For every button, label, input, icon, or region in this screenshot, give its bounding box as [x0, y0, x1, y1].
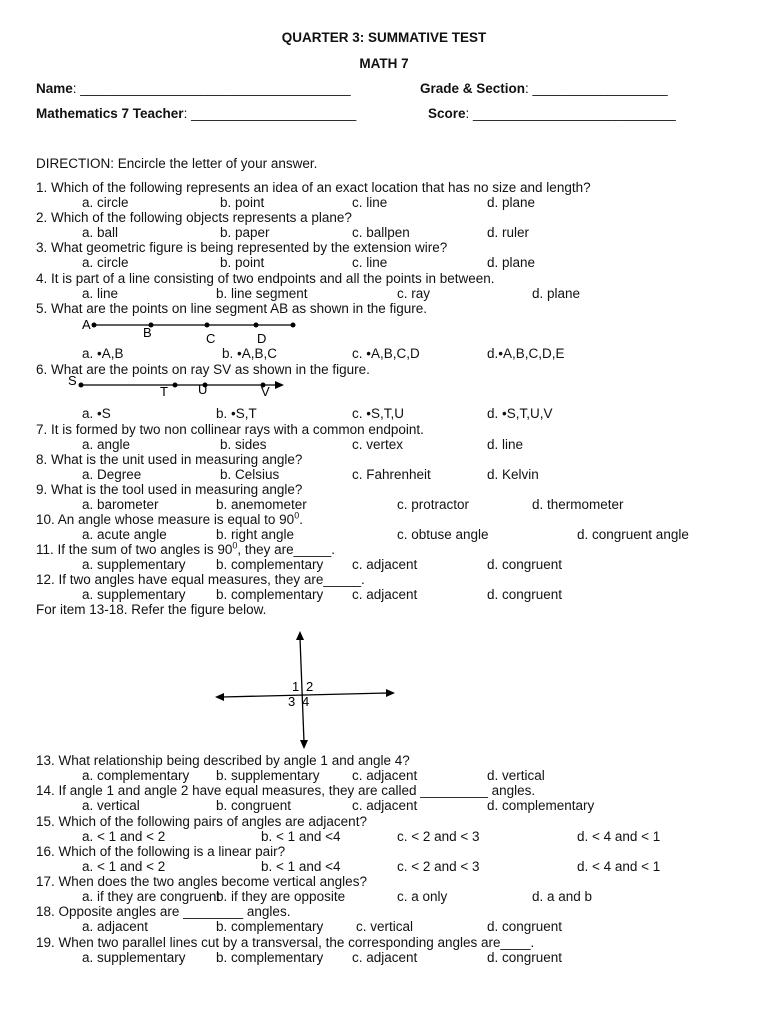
question-3-text: 3. What geometric figure is being represented by the extension wire?: [36, 240, 448, 255]
question-12-option-d[interactable]: d. congruent: [487, 587, 563, 602]
question-10-option-b[interactable]: b. right angle: [216, 527, 295, 542]
direction-text: DIRECTION: Encircle the letter of your answer.: [36, 156, 318, 171]
question-2-option-a[interactable]: a. ball: [82, 225, 119, 240]
question-2-option-b[interactable]: b. paper: [220, 225, 270, 240]
question-14-option-b[interactable]: b. congruent: [216, 798, 292, 813]
question-12-option-a[interactable]: a. supplementary: [82, 587, 186, 602]
question-14-text: 14. If angle 1 and angle 2 have equal measures, they are called _________ angles.: [36, 783, 536, 798]
teacher-label: Mathematics 7 Teacher: [36, 106, 184, 121]
point-e: [291, 323, 296, 328]
question-11-option-b[interactable]: b. complementary: [216, 557, 324, 572]
question-8-text: 8. What is the unit used in measuring angle?: [36, 452, 303, 467]
question-5-option-c[interactable]: c. •A,B,C,D: [352, 346, 420, 361]
score-field[interactable]: : ___________________________: [465, 106, 676, 121]
question-17-option-b[interactable]: b. if they are opposite: [216, 889, 346, 904]
question-2-option-c[interactable]: c. ballpen: [352, 225, 410, 240]
question-15-option-b[interactable]: b. < 1 and <4: [261, 829, 341, 844]
question-8-option-c[interactable]: c. Fahrenheit: [352, 467, 431, 482]
question-6-option-d[interactable]: d. •S,T,U,V: [487, 406, 553, 421]
teacher-row: [36, 106, 356, 122]
question-17-text: 17. When does the two angles become vertical angles?: [36, 874, 367, 889]
question-16-option-a[interactable]: a. < 1 and < 2: [82, 859, 166, 874]
question-2-text: 2. Which of the following objects represents a plane?: [36, 210, 352, 225]
question-14-option-c[interactable]: c. adjacent: [352, 798, 418, 813]
question-19-option-b[interactable]: b. complementary: [216, 950, 324, 965]
score-row: [428, 106, 676, 122]
vertical-line: [300, 638, 304, 742]
question-4-option-b[interactable]: b. line segment: [216, 286, 308, 301]
angle-label-4: 4: [302, 694, 310, 709]
question-9-option-b[interactable]: b. anemometer: [216, 497, 307, 512]
test-title: QUARTER 3: SUMMATIVE TEST: [281, 30, 487, 45]
question-14-option-a[interactable]: a. vertical: [82, 798, 140, 813]
question-3-option-b[interactable]: b. point: [220, 255, 265, 270]
question-1-option-b[interactable]: b. point: [220, 195, 265, 210]
teacher-field[interactable]: : ______________________: [183, 106, 357, 121]
question-6-option-b[interactable]: b. •S,T: [216, 406, 257, 421]
question-12-option-b[interactable]: b. complementary: [216, 587, 324, 602]
name-label: Name: [36, 81, 73, 96]
question-16-option-c[interactable]: c. < 2 and < 3: [397, 859, 480, 874]
question-15-option-c[interactable]: c. < 2 and < 3: [397, 829, 480, 844]
grade-label: Grade & Section: [420, 81, 526, 96]
question-11-option-a[interactable]: a. supplementary: [82, 557, 186, 572]
score-label: Score: [428, 106, 466, 121]
question-12-option-c[interactable]: c. adjacent: [352, 587, 418, 602]
question-16-option-d[interactable]: d. < 4 and < 1: [577, 859, 661, 874]
question-17-option-a[interactable]: a. if they are congruent: [82, 889, 221, 904]
question-19-option-c[interactable]: c. adjacent: [352, 950, 418, 965]
question-10-text: 10. An angle whose measure is equal to $90^0$.: [36, 510, 303, 527]
question-1-option-d[interactable]: d. plane: [487, 195, 536, 210]
question-13-option-c[interactable]: c. adjacent: [352, 768, 418, 783]
ray-arrowhead: [275, 381, 284, 389]
question-8-option-d[interactable]: d. Kelvin: [487, 467, 539, 482]
question-9-option-a[interactable]: a. barometer: [82, 497, 159, 512]
question-7-text: 7. It is formed by two non collinear rays with a common endpoint.: [36, 422, 424, 437]
question-3-option-d[interactable]: d. plane: [487, 255, 536, 270]
arrow-right: [386, 689, 395, 697]
question-16-option-b[interactable]: b. < 1 and <4: [261, 859, 341, 874]
question-17-option-d[interactable]: d. a and b: [532, 889, 593, 904]
angle-label-1: 1: [292, 679, 300, 694]
question-9-option-d[interactable]: d. thermometer: [532, 497, 624, 512]
question-5-option-b[interactable]: b. •A,B,C: [222, 346, 277, 361]
question-14-option-d[interactable]: d. complementary: [487, 798, 595, 813]
question-19-option-a[interactable]: a. supplementary: [82, 950, 186, 965]
question-9-text: 9. What is the tool used in measuring angle?: [36, 482, 303, 497]
question-9-option-c[interactable]: c. protractor: [397, 497, 470, 512]
ray-sv-figure: [64, 374, 294, 400]
question-15-text: 15. Which of the following pairs of angles are adjacent?: [36, 814, 367, 829]
point-t: [173, 383, 178, 388]
label-d: D: [257, 331, 267, 346]
question-11-text: 11. If the sum of two angles is $90^0$, they are_____.: [36, 540, 335, 557]
question-13-option-a[interactable]: a. complementary: [82, 768, 190, 783]
question-13-option-d[interactable]: d. vertical: [487, 768, 545, 783]
question-5-option-d[interactable]: d.•A,B,C,D,E: [487, 346, 565, 361]
question-5-text: 5. What are the points on line segment AB as shown in the figure.: [36, 301, 427, 316]
question-7-option-c[interactable]: c. vertex: [352, 437, 404, 452]
angle-label-3: 3: [288, 694, 296, 709]
arrow-left: [215, 693, 224, 701]
question-10-option-a[interactable]: a. acute angle: [82, 527, 167, 542]
question-12-text: 12. If two angles have equal measures, they are_____.: [36, 572, 365, 587]
question-10-option-d[interactable]: d. congruent angle: [577, 527, 689, 542]
question-7-option-a[interactable]: a. angle: [82, 437, 131, 452]
question-7-option-d[interactable]: d. line: [487, 437, 524, 452]
name-field[interactable]: : ____________________________________: [72, 81, 351, 96]
question-8-option-b[interactable]: b. Celsius: [220, 467, 280, 482]
question-15-option-d[interactable]: d. < 4 and < 1: [577, 829, 661, 844]
question-4-option-d[interactable]: d. plane: [532, 286, 581, 301]
question-13-text: 13. What relationship being described by angle 1 and angle 4?: [36, 753, 410, 768]
question-1-option-a[interactable]: a. circle: [82, 195, 129, 210]
name-row: [36, 81, 351, 97]
label-v: V: [261, 384, 270, 399]
question-17-option-c[interactable]: c. a only: [397, 889, 448, 904]
question-10-option-c[interactable]: c. obtuse angle: [397, 527, 489, 542]
arrow-down: [300, 740, 308, 749]
question-4-option-c[interactable]: c. ray: [397, 286, 431, 301]
question-19-option-d[interactable]: d. congruent: [487, 950, 563, 965]
question-15-option-a[interactable]: a. < 1 and < 2: [82, 829, 166, 844]
arrow-up: [296, 631, 304, 640]
question-2-option-d[interactable]: d. ruler: [487, 225, 530, 240]
segment-ab-figure: [80, 316, 310, 346]
question-1-text: 1. Which of the following represents an idea of an exact location that has no size and length?: [36, 180, 591, 195]
question-8-option-a[interactable]: a. Degree: [82, 467, 142, 482]
question-4-text: 4. It is part of a line consisting of two endpoints and all the points in between.: [36, 271, 495, 286]
question-19-text: 19. When two parallel lines cut by a transversal, the corresponding angles are____.: [36, 935, 535, 950]
question-1-option-c[interactable]: c. line: [352, 195, 388, 210]
point-d: [254, 323, 259, 328]
label-s: S: [68, 374, 77, 388]
question-16-text: 16. Which of the following is a linear pair?: [36, 844, 286, 859]
point-c: [205, 323, 210, 328]
question-11-option-d[interactable]: d. congruent: [487, 557, 563, 572]
grade-field[interactable]: : __________________: [525, 81, 668, 96]
refer-figure-note: For item 13-18. Refer the figure below.: [36, 602, 267, 617]
point-s: [79, 383, 84, 388]
question-5-option-a[interactable]: a. •A,B: [82, 346, 124, 361]
question-6-option-c[interactable]: c. •S,T,U: [352, 406, 404, 421]
question-11-option-c[interactable]: c. adjacent: [352, 557, 418, 572]
question-18-option-b[interactable]: b. complementary: [216, 919, 324, 934]
question-18-option-c[interactable]: c. vertical: [356, 919, 414, 934]
label-a: A: [82, 317, 91, 332]
question-4-option-a[interactable]: a. line: [82, 286, 119, 301]
label-b: B: [143, 325, 152, 340]
question-18-option-d[interactable]: d. congruent: [487, 919, 563, 934]
question-18-option-a[interactable]: a. adjacent: [82, 919, 149, 934]
intersecting-lines-figure: [212, 628, 402, 750]
subject-title: MATH 7: [359, 56, 409, 71]
question-3-option-c[interactable]: c. line: [352, 255, 388, 270]
angle-label-2: 2: [306, 679, 314, 694]
question-18-text: 18. Opposite angles are ________ angles.: [36, 904, 291, 919]
point-a: [92, 323, 97, 328]
question-6-option-a[interactable]: a. •S: [82, 406, 111, 421]
label-t: T: [160, 384, 168, 399]
grade-row: [420, 81, 668, 97]
question-7-option-b[interactable]: b. sides: [220, 437, 267, 452]
question-6-text: 6. What are the points on ray SV as shown in the figure.: [36, 362, 370, 377]
label-c: C: [206, 331, 216, 346]
question-3-option-a[interactable]: a. circle: [82, 255, 129, 270]
label-u: U: [198, 382, 208, 397]
question-13-option-b[interactable]: b. supplementary: [216, 768, 320, 783]
